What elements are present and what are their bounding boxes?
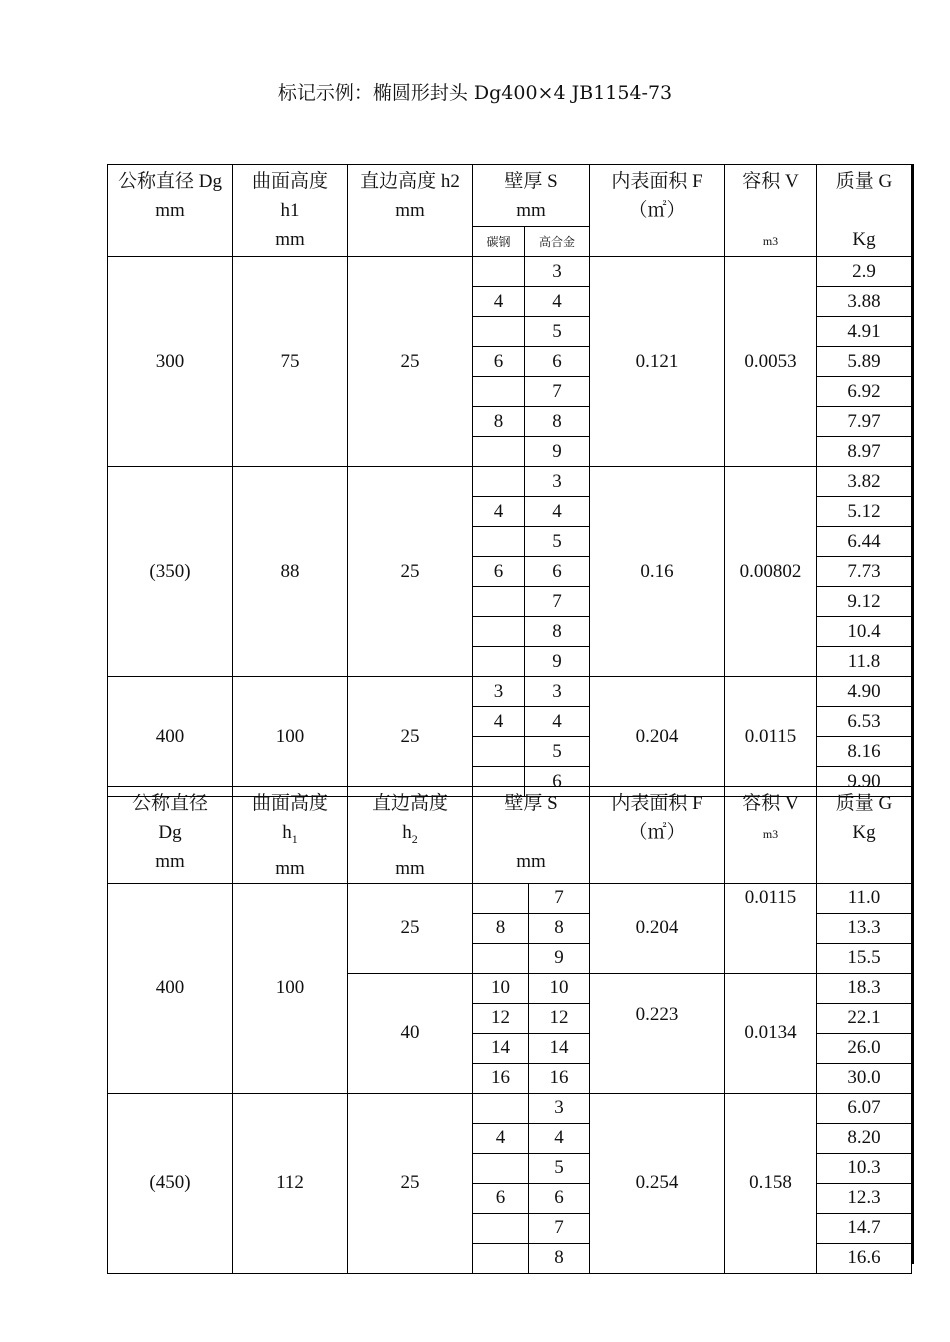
header-f: 内表面积 F （㎡） (590, 165, 725, 257)
mass-cell: 6.92 (817, 377, 912, 407)
header-row-1 (108, 165, 912, 227)
h2-cell: 25 (348, 467, 473, 677)
header-s-alloy: 高合金 (525, 227, 590, 257)
caption: 标记示例：椭圆形封头 Dg400×4 JB1154-73 (277, 82, 673, 104)
header-s: 壁厚 S mm (473, 787, 590, 884)
alloy-cell: 9 (525, 647, 590, 677)
mass-cell: 16.6 (817, 1243, 912, 1273)
header-v: 容积 V m3 (725, 165, 817, 257)
carbon-cell (473, 257, 525, 287)
alloy-cell: 16 (529, 1063, 590, 1093)
h1-cell: 112 (233, 1093, 348, 1273)
alloy-cell: 7 (525, 377, 590, 407)
mass-cell: 6.44 (817, 527, 912, 557)
carbon-cell (473, 737, 525, 767)
carbon-cell (473, 617, 525, 647)
area-cell: 0.204 (590, 677, 725, 797)
mass-cell: 18.3 (817, 973, 912, 1003)
carbon-cell (473, 647, 525, 677)
carbon-cell: 14 (473, 1033, 529, 1063)
header-dg: 公称直径 Dg mm (108, 165, 233, 257)
alloy-cell: 5 (525, 737, 590, 767)
h1-cell: 100 (233, 883, 348, 1093)
alloy-cell: 8 (525, 617, 590, 647)
area-cell: 0.204 (590, 883, 725, 973)
mass-cell: 13.3 (817, 913, 912, 943)
h2-cell: 40 (348, 973, 473, 1093)
alloy-cell: 3 (525, 467, 590, 497)
alloy-cell: 14 (529, 1033, 590, 1063)
header-f: 内表面积 F （㎡） (590, 787, 725, 884)
carbon-cell: 10 (473, 973, 529, 1003)
volume-cell: 0.0115 (725, 677, 817, 797)
alloy-cell: 4 (525, 497, 590, 527)
alloy-cell: 6 (525, 557, 590, 587)
header-v: 容积 V m3 (725, 787, 817, 884)
alloy-cell: 6 (525, 347, 590, 377)
volume-cell: 0.0115 (725, 883, 817, 973)
h1-cell: 100 (233, 677, 348, 797)
mass-cell: 10.3 (817, 1153, 912, 1183)
mass-cell: 4.90 (817, 677, 912, 707)
mass-cell: 2.9 (817, 257, 912, 287)
mass-cell: 7.97 (817, 407, 912, 437)
alloy-cell: 9 (525, 437, 590, 467)
mass-cell: 7.73 (817, 557, 912, 587)
carbon-cell (473, 377, 525, 407)
alloy-cell: 5 (525, 317, 590, 347)
carbon-cell: 4 (473, 707, 525, 737)
alloy-cell: 4 (525, 707, 590, 737)
mass-cell: 12.3 (817, 1183, 912, 1213)
header-g: 质量 G Kg (817, 787, 912, 884)
alloy-cell: 5 (525, 527, 590, 557)
area-cell: 0.223 (590, 973, 725, 1093)
carbon-cell: 4 (473, 287, 525, 317)
header-s: 壁厚 S mm (473, 165, 590, 227)
carbon-cell: 6 (473, 557, 525, 587)
alloy-cell: 10 (529, 973, 590, 1003)
mass-cell: 11.8 (817, 647, 912, 677)
volume-cell: 0.0053 (725, 257, 817, 467)
alloy-cell: 12 (529, 1003, 590, 1033)
area-cell: 0.16 (590, 467, 725, 677)
carbon-cell: 4 (473, 497, 525, 527)
mass-cell: 14.7 (817, 1213, 912, 1243)
alloy-cell: 3 (529, 1093, 590, 1123)
alloy-cell: 4 (529, 1123, 590, 1153)
carbon-cell (473, 1213, 529, 1243)
alloy-cell: 6 (529, 1183, 590, 1213)
dg-cell: (350) (108, 467, 233, 677)
h1-cell: 88 (233, 467, 348, 677)
table-right-edge-line (912, 164, 914, 1264)
carbon-cell (473, 437, 525, 467)
h2-cell: 25 (348, 257, 473, 467)
carbon-cell: 6 (473, 347, 525, 377)
carbon-cell: 8 (473, 407, 525, 437)
mass-cell: 6.53 (817, 707, 912, 737)
alloy-cell: 4 (525, 287, 590, 317)
mass-cell: 10.4 (817, 617, 912, 647)
volume-cell: 0.00802 (725, 467, 817, 677)
carbon-cell (473, 1243, 529, 1273)
mass-cell: 5.89 (817, 347, 912, 377)
mass-cell: 8.97 (817, 437, 912, 467)
alloy-cell: 7 (529, 1213, 590, 1243)
carbon-cell (473, 1093, 529, 1123)
h2-cell: 25 (348, 1093, 473, 1273)
volume-cell: 0.158 (725, 1093, 817, 1273)
alloy-cell: 8 (529, 1243, 590, 1273)
alloy-cell: 7 (529, 883, 590, 913)
mass-cell: 8.20 (817, 1123, 912, 1153)
alloy-cell: 8 (525, 407, 590, 437)
carbon-cell: 3 (473, 677, 525, 707)
mass-cell: 4.91 (817, 317, 912, 347)
carbon-cell (473, 883, 529, 913)
carbon-cell: 6 (473, 1183, 529, 1213)
h2-cell: 25 (348, 677, 473, 797)
dg-cell: (450) (108, 1093, 233, 1273)
h1-cell: 75 (233, 257, 348, 467)
alloy-cell: 8 (529, 913, 590, 943)
alloy-cell: 7 (525, 587, 590, 617)
volume-cell: 0.0134 (725, 973, 817, 1093)
area-cell: 0.121 (590, 257, 725, 467)
dg-cell: 400 (108, 677, 233, 797)
header-h1: 曲面高度 $h_1$ mm (233, 787, 348, 884)
carbon-cell (473, 527, 525, 557)
carbon-cell (473, 467, 525, 497)
carbon-cell (473, 1153, 529, 1183)
carbon-cell (473, 317, 525, 347)
header-g: 质量 G Kg (817, 165, 912, 257)
mass-cell: 6.07 (817, 1093, 912, 1123)
dg-cell: 300 (108, 257, 233, 467)
mass-cell: 3.88 (817, 287, 912, 317)
mass-cell: 5.12 (817, 497, 912, 527)
mass-cell: 11.0 (817, 883, 912, 913)
alloy-cell: 3 (525, 257, 590, 287)
mass-cell: 9.12 (817, 587, 912, 617)
alloy-cell: 5 (529, 1153, 590, 1183)
spec-table-part-2 (107, 786, 912, 1274)
spec-table-part-1 (107, 164, 912, 797)
mass-cell: 26.0 (817, 1033, 912, 1063)
header-h2: 直边高度 $h_2$ mm (348, 787, 473, 884)
mass-cell: 15.5 (817, 943, 912, 973)
header-s-carbon: 碳钢 (473, 227, 525, 257)
header-row (108, 787, 912, 884)
mass-cell: 30.0 (817, 1063, 912, 1093)
carbon-cell (473, 943, 529, 973)
alloy-cell: 3 (525, 677, 590, 707)
dg-cell: 400 (108, 883, 233, 1093)
alloy-cell: 6 (525, 767, 590, 797)
mass-cell: 8.16 (817, 737, 912, 767)
mass-cell: 22.1 (817, 1003, 912, 1033)
carbon-cell: 16 (473, 1063, 529, 1093)
alloy-cell: 9 (529, 943, 590, 973)
mass-cell: 3.82 (817, 467, 912, 497)
carbon-cell: 8 (473, 913, 529, 943)
carbon-cell: 12 (473, 1003, 529, 1033)
header-h2: 直边高度 h2 mm (348, 165, 473, 257)
header-h1: 曲面高度 h1 mm (233, 165, 348, 257)
h2-cell: 25 (348, 883, 473, 973)
carbon-cell (473, 587, 525, 617)
header-dg: 公称直径 Dg mm (108, 787, 233, 884)
area-cell: 0.254 (590, 1093, 725, 1273)
carbon-cell: 4 (473, 1123, 529, 1153)
mass-cell: 9.90 (817, 767, 912, 797)
